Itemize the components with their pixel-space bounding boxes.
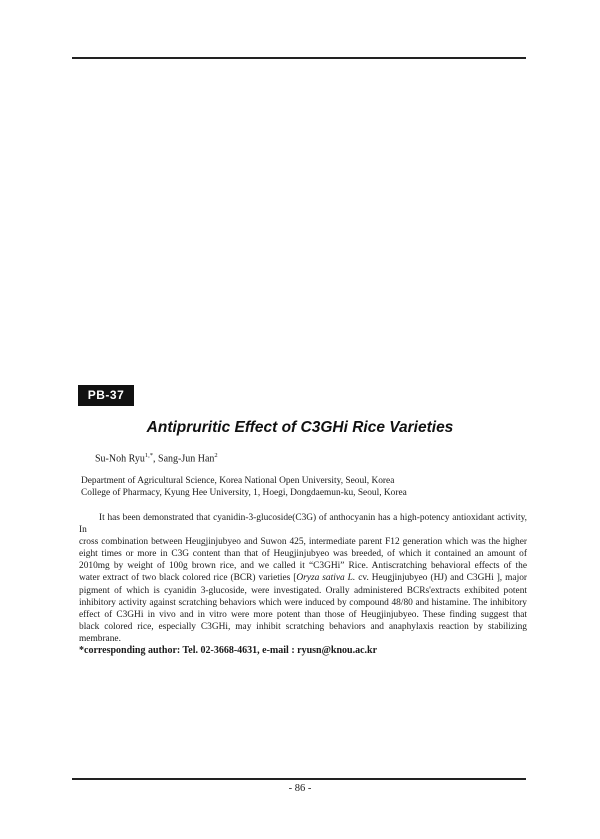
abstract-line: inhibitory activity against scratching behaviors which were induced by compound 48/80 and histamine. The inhibitory bbox=[79, 597, 527, 608]
page-number: - 86 - bbox=[288, 783, 312, 794]
author-name: Su-Noh Ryu bbox=[95, 453, 145, 465]
affiliation-2: College of Pharmacy, Kyung Hee University, 1, Hoegi, Dongdaemun-ku, Seoul, Korea bbox=[81, 488, 407, 498]
header-rule bbox=[72, 57, 526, 59]
abstract-line: pigment of which is cyanidin 3-glucoside, were investigated. Orally administered BCRs'extracts exhibited potent bbox=[79, 585, 527, 596]
footer-rule bbox=[72, 778, 526, 780]
abstract-text: cv. Heugjinjubyeo (HJ) and C3GHi ], major bbox=[355, 573, 528, 584]
species-name: Oryza sativa L. bbox=[296, 573, 356, 584]
author-superscript: 2 bbox=[214, 452, 218, 459]
author-separator: , bbox=[153, 453, 159, 465]
author-superscript: 1,* bbox=[144, 452, 154, 459]
abstract-line: It has been demonstrated that cyanidin-3-glucoside(C3G) of anthocyanin has a high-potency antioxidant activity, In bbox=[79, 513, 527, 536]
abstract-line bbox=[79, 572, 527, 584]
abstract-line: effect of C3GHi in vivo and in vitro were more potent than those of Heugjinjubyeo. These finding suggest that bbox=[79, 609, 527, 620]
abstract-line: membrane. bbox=[79, 633, 121, 644]
abstract-line: eight times or more in C3G content than that of Heugjinjubyeo was breeded, of which it contained an amount of bbox=[79, 549, 527, 560]
author-name: Sang-Jun Han bbox=[158, 453, 215, 465]
session-code-badge: PB-37 bbox=[78, 385, 134, 406]
abstract-text: water extract of two black colored rice (BCR) varieties [ bbox=[79, 573, 297, 584]
abstract-line: black colored rice, especially C3GHi, may inhibit scratching behaviors and anaphylaxis reaction by stabilizing bbox=[79, 621, 527, 632]
abstract-line: cross combination between Heugjinjubyeo and Suwon 425, intermediate parent F12 generation which was the higher bbox=[79, 537, 527, 548]
abstract bbox=[79, 512, 527, 645]
paper-title: Antipruritic Effect of C3GHi Rice Varieties bbox=[146, 419, 454, 436]
affiliation-1: Department of Agricultural Science, Korea National Open University, Seoul, Korea bbox=[81, 476, 395, 486]
corresponding-author: *corresponding author: Tel. 02-3668-4631, e-mail : ryusn@knou.ac.kr bbox=[79, 645, 378, 656]
author-list bbox=[95, 452, 218, 464]
abstract-line: 2010mg by weight of 100g brown rice, and we called it “C3GHi” Rice. Antiscratching behavioral effects of the bbox=[79, 561, 527, 572]
